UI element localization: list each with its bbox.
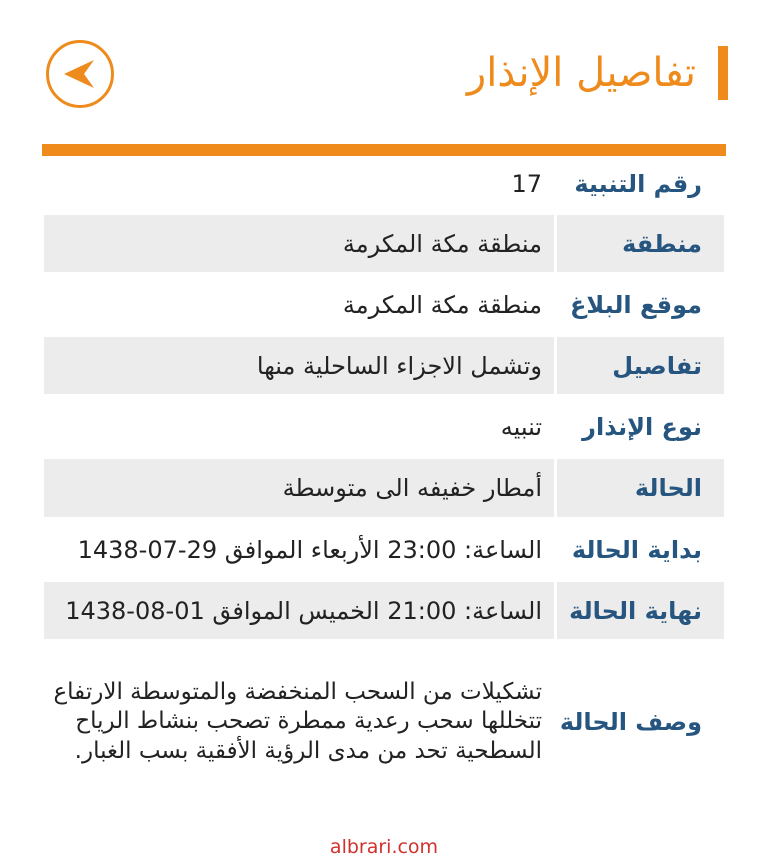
chevron-left-icon [60, 54, 100, 94]
detail-label: بداية الحالة [554, 520, 724, 579]
detail-value: تشكيلات من السحب المنخفضة والمتوسطة الارتفاع تتخللها سحب رعدية ممطرة تصحب بنشاط الرياح السطحية تحد من مدى الرؤية الأفقية بسب الغبار. [53, 678, 542, 764]
detail-value: 17 [511, 170, 542, 198]
detail-value: منطقة مكة المكرمة [44, 215, 554, 272]
detail-row-alert-number [44, 156, 724, 215]
title-wrap [467, 44, 728, 102]
details-table [44, 156, 724, 805]
detail-label: تفاصيل [554, 337, 724, 394]
detail-row-description [44, 642, 724, 805]
detail-value: الساعة: 21:00 الخميس الموافق 01-08-1438 [44, 582, 554, 639]
detail-label: وصف الحالة [554, 642, 724, 802]
detail-row-region [44, 215, 724, 275]
detail-label: الحالة [554, 459, 724, 517]
page-title: تفاصيل الإنذار [466, 50, 696, 96]
detail-label: منطقة [554, 215, 724, 272]
detail-row-report-location [44, 275, 724, 337]
detail-label: نهاية الحالة [554, 582, 724, 639]
footer-watermark: albrari.com [329, 836, 439, 858]
detail-value: أمطار خفيفه الى متوسطة [44, 459, 554, 517]
detail-row-alert-type [44, 397, 724, 459]
detail-label: رقم التنبية [554, 156, 724, 212]
back-button[interactable] [46, 40, 114, 108]
detail-row-status [44, 459, 724, 520]
detail-row-end [44, 582, 724, 642]
detail-row-start [44, 520, 724, 582]
detail-value: الساعة: 23:00 الأربعاء الموافق 29-07-1438 [77, 535, 542, 564]
detail-value: وتشمل الاجزاء الساحلية منها [44, 337, 554, 394]
header-divider [42, 144, 726, 156]
title-accent-bar [718, 46, 728, 100]
detail-label: نوع الإنذار [554, 397, 724, 456]
detail-value: منطقة مكة المكرمة [342, 290, 542, 319]
detail-row-details [44, 337, 724, 397]
detail-label: موقع البلاغ [554, 275, 724, 334]
header [0, 0, 768, 150]
detail-value: تنبيه [500, 412, 542, 441]
